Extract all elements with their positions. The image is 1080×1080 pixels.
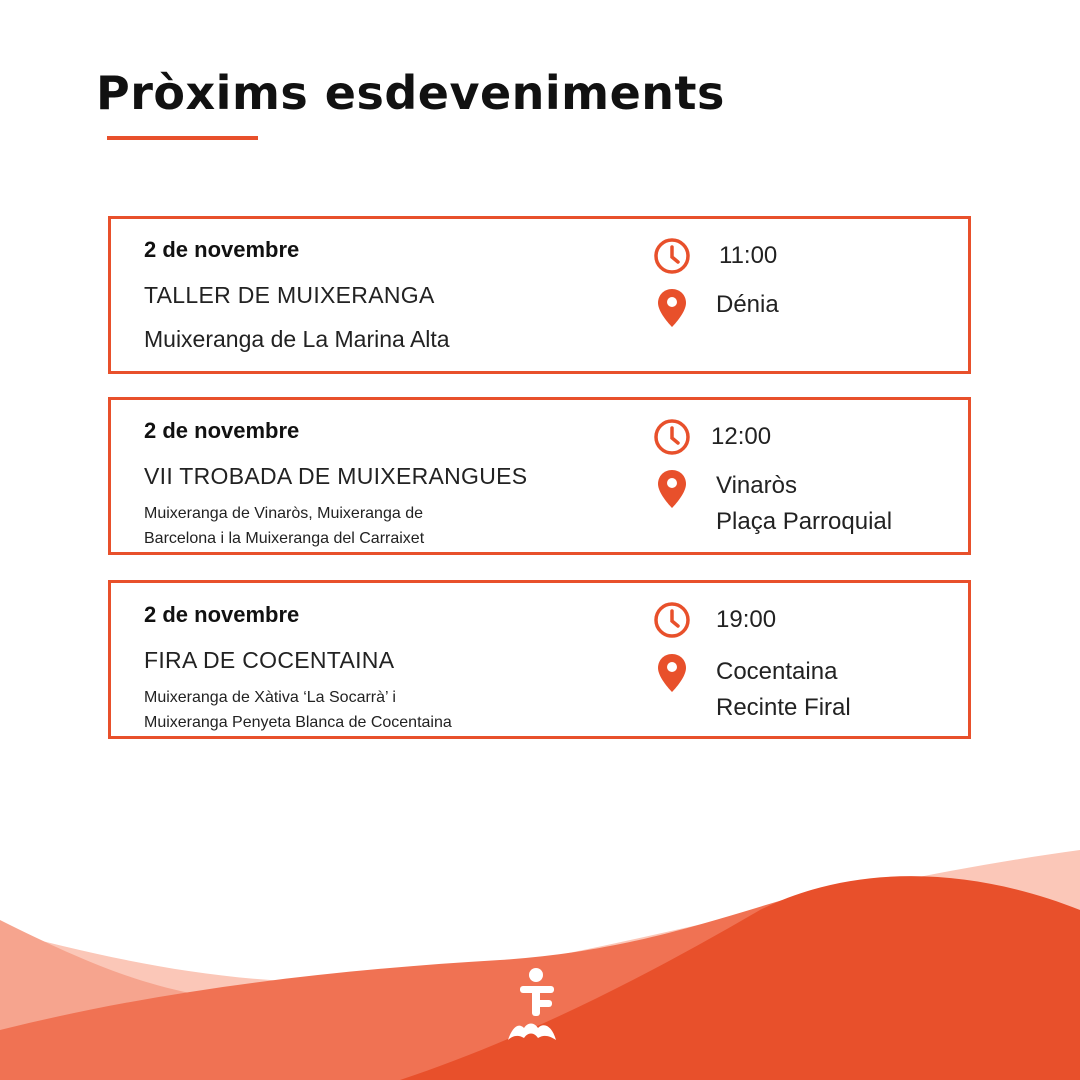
event-groups bbox=[144, 501, 424, 551]
page-title: Pròxims esdeveniments bbox=[96, 66, 725, 120]
clock-icon bbox=[653, 418, 691, 461]
event-groups bbox=[144, 685, 452, 735]
event-location bbox=[716, 287, 779, 323]
event-date: 2 de novembre bbox=[144, 418, 300, 443]
location-line: Vinaròs bbox=[716, 472, 797, 499]
groups-line: Muixeranga Penyeta Blanca de Cocentaina bbox=[144, 714, 452, 731]
event-date: 2 de novembre bbox=[144, 602, 300, 627]
muixeranga-logo bbox=[506, 966, 558, 1044]
location-line: Recinte Firal bbox=[716, 694, 851, 721]
event-groups: Muixeranga de La Marina Alta bbox=[144, 326, 450, 352]
event-name: FIRA DE COCENTAINA bbox=[144, 647, 395, 673]
event-location bbox=[716, 468, 892, 540]
event-date: 2 de novembre bbox=[144, 237, 300, 262]
location-line: Cocentaina bbox=[716, 658, 838, 685]
map-pin-icon bbox=[657, 288, 687, 333]
map-pin-icon bbox=[657, 469, 687, 514]
event-location bbox=[716, 654, 851, 726]
event-name: TALLER DE MUIXERANGA bbox=[144, 282, 435, 308]
event-time: 12:00 bbox=[711, 423, 772, 450]
event-card bbox=[108, 397, 971, 555]
groups-line: Muixeranga de Vinaròs, Muixeranga de bbox=[144, 505, 423, 522]
location-line: Plaça Parroquial bbox=[716, 508, 893, 535]
event-time: 19:00 bbox=[716, 606, 777, 633]
groups-line: Barcelona i la Muixeranga del Carraixet bbox=[144, 530, 425, 547]
groups-line: Muixeranga de Xàtiva ‘La Socarrà’ i bbox=[144, 689, 396, 706]
clock-icon bbox=[653, 237, 691, 280]
event-name: VII TROBADA DE MUIXERANGUES bbox=[144, 463, 528, 489]
map-pin-icon bbox=[657, 653, 687, 698]
location-line: Dénia bbox=[716, 291, 779, 318]
event-time: 11:00 bbox=[719, 242, 778, 269]
title-underline bbox=[107, 136, 258, 140]
clock-icon bbox=[653, 601, 691, 644]
event-card bbox=[108, 216, 971, 374]
event-card bbox=[108, 580, 971, 739]
decorative-wave bbox=[0, 840, 1080, 1080]
